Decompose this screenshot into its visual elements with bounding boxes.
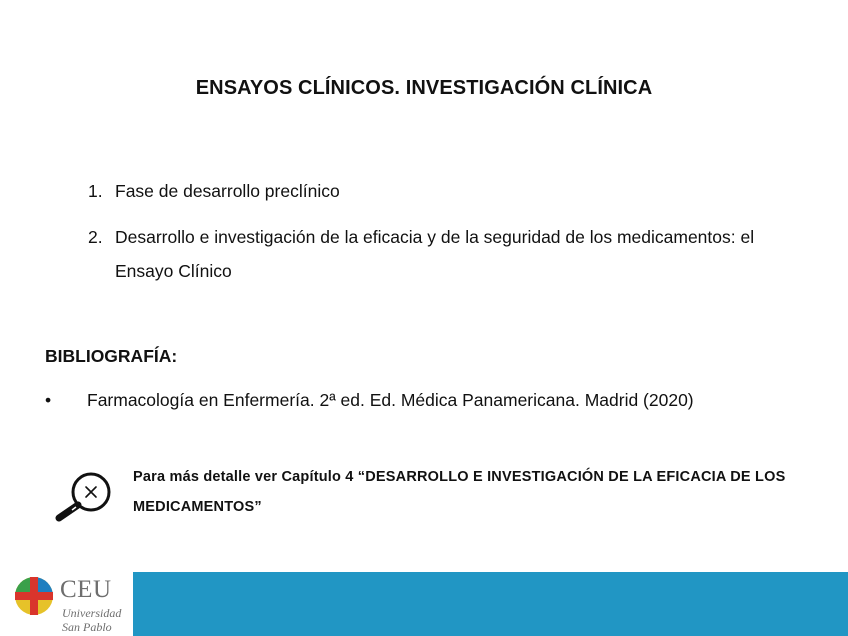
- topic-number: 1.: [88, 181, 103, 201]
- bibliography-heading: BIBLIOGRAFÍA:: [45, 346, 178, 366]
- logo-line1: Universidad: [62, 606, 122, 620]
- topic-list: [88, 174, 808, 288]
- chapter-reference-note: Para más detalle ver Capítulo 4 “DESARROLLO E INVESTIGACIÓN DE LA EFICACIA DE LOS MEDICAMENTOS”: [133, 469, 786, 515]
- bibliography-text: Farmacología en Enfermería. 2ª ed. Ed. Médica Panamericana. Madrid (2020): [87, 390, 694, 410]
- topic-number: 2.: [88, 227, 103, 247]
- slide-title: ENSAYOS CLÍNICOS. INVESTIGACIÓN CLÍNICA: [195, 77, 653, 99]
- topic-item: [88, 174, 808, 208]
- university-logo: [12, 572, 132, 636]
- footer-bar: [133, 572, 848, 636]
- topic-item: [88, 220, 808, 288]
- logo-name: CEU: [60, 576, 112, 603]
- topic-text: Fase de desarrollo preclínico: [115, 181, 340, 201]
- bullet: •: [45, 390, 52, 410]
- bibliography-item: [45, 390, 694, 411]
- magnifier-icon: [53, 469, 115, 523]
- bibliography-list: [45, 390, 694, 411]
- ceu-emblem-icon: [14, 576, 54, 616]
- topic-text: Desarrollo e investigación de la eficacia y de la seguridad de los medicamentos: el Ensayo Clínico: [115, 227, 755, 281]
- logo-line2: San Pablo: [62, 620, 112, 634]
